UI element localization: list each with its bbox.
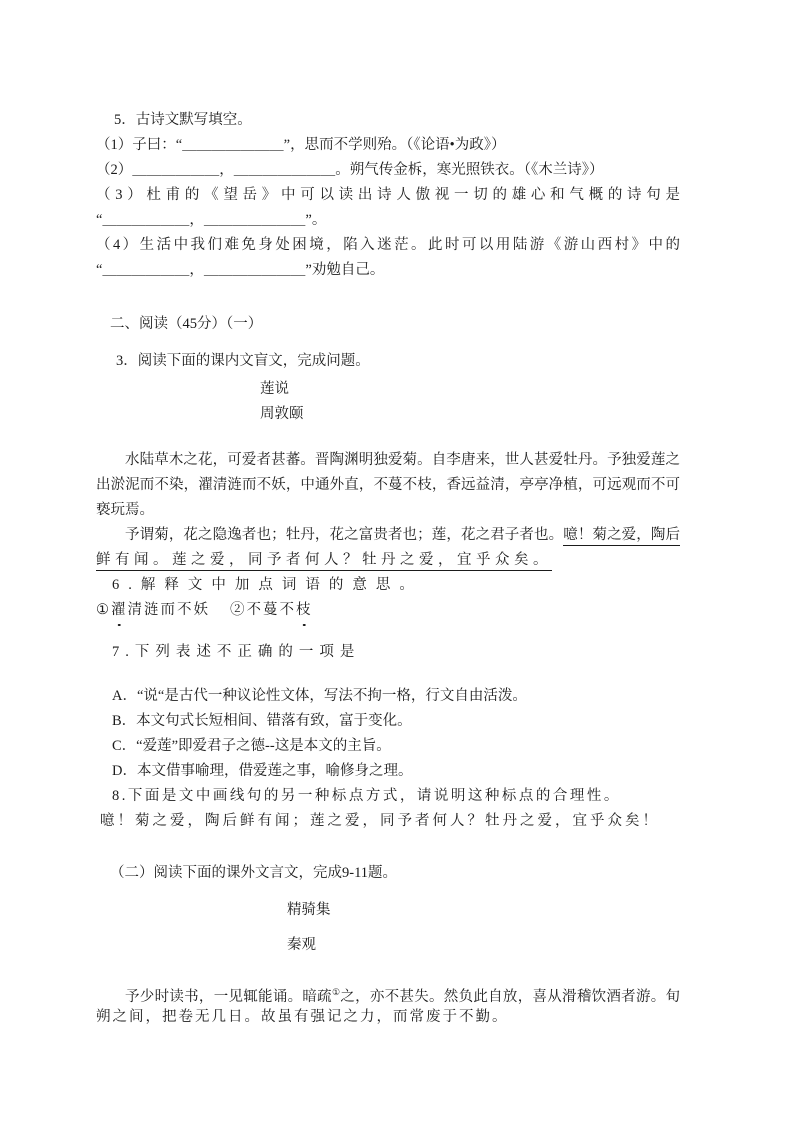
q3-lead: 3．阅读下面的课内文盲文，完成问题。 [116,353,370,369]
passage1-line5-underlined-text: 鲜有闻。莲之爱，同予者何人？牡丹之爱，宜乎众矣。 [96,552,552,571]
q6-item1-number: ① [96,602,111,618]
essay1-title: 莲说 [260,381,289,397]
passage2-line1-post: 之，亦不甚失。然负此自放，喜从滑稽饮酒者游。旬 [340,988,681,1005]
q6-items [96,598,680,623]
q5-line-6: “＿＿＿＿＿＿，＿＿＿＿＿＿＿”劝勉自己。 [96,262,385,278]
essay1-author: 周敦颐 [260,406,304,422]
q6-item2-dotted-char: 枝 [296,598,313,623]
q7-option-c: C．“爱莲”即爱君子之德--这是本文的主旨。 [112,738,391,754]
q5-line-2: （2）＿＿＿＿＿＿，＿＿＿＿＿＿＿。朔气传金柝，寒光照铁衣。（《木兰诗》） [96,162,604,178]
passage1-line-4 [96,523,680,548]
q6-item2-prefix: ②不蔓不 [230,602,296,618]
q7-option-a: A．“说“是古代一种议论性文体，写法不拘一格，行文自由活泼。 [112,688,527,704]
footnote-marker: ① [331,987,341,997]
essay2-title: 精骑集 [287,902,331,918]
passage2-line-1 [96,980,680,1005]
q5-title: 5．古诗文默写填空。 [114,112,252,128]
q5-line-1: （1）子曰：“＿＿＿＿＿＿＿”，思而不学则殆。（《论语•为政》） [96,137,506,153]
passage1-line4-underlined-text: 噫！菊之爱，陶后 [563,527,680,546]
section-heading-2: （二）阅读下面的课外文言文，完成9-11题。 [110,865,398,881]
passage2-line1-pre: 予少时读书，一见辄能诵。暗疏 [125,988,332,1005]
q8-sentence: 噫！菊之爱，陶后鲜有闻；莲之爱，同予者何人？牡丹之爱，宜乎众矣！ [100,813,660,829]
passage1-line-3: 亵玩焉。 [96,502,154,518]
q6-item1-rest: 清涟而不妖 [127,602,210,618]
q6-title: 6.解释文中加点词语的意思。 [112,577,423,593]
q7-option-d: D．本文借事喻理，借爱莲之事，喻修身之理。 [112,763,413,779]
q7-title: 7.下列表述不正确的一项是 [112,644,361,660]
document-content [96,108,680,1030]
essay2-author: 秦观 [287,937,316,953]
passage1-line-5 [96,548,680,573]
passage2-line-2: 朔之间，把卷无几日。故虽有强记之力，而常废于不勤。 [96,1009,509,1025]
q5-line-4: “＿＿＿＿＿＿，＿＿＿＿＿＿＿”。 [96,212,327,228]
q5-line-5: （4）生活中我们难免身处困境，陷入迷茫。此时可以用陆游《游山西村》中的 [96,237,680,253]
q8-title: 8.下面是文中画线句的另一种标点方式，请说明这种标点的合理性。 [112,788,621,804]
passage1-line-1: 水陆草木之花，可爱者甚蕃。晋陶渊明独爱菊。自李唐来，世人甚爱牡丹。予独爱莲之 [125,452,680,468]
passage1-line4-normal-text: 予谓菊，花之隐逸者也；牡丹，花之富贵者也；莲，花之君子者也。 [125,527,564,543]
q5-line-3: （3）杜甫的《望岳》中可以读出诗人傲视一切的雄心和气概的诗句是 [96,187,680,203]
passage1-line-2: 出淤泥而不染，濯清涟而不妖，中通外直，不蔓不枝，香远益清，亭亭净植，可远观而不可 [96,477,680,493]
section-heading-reading: 二、阅读（45分）（一） [110,316,263,332]
q6-item1-dotted-char: 濯 [111,598,128,623]
q7-option-b: B．本文句式长短相间、错落有致，富于变化。 [112,713,412,729]
